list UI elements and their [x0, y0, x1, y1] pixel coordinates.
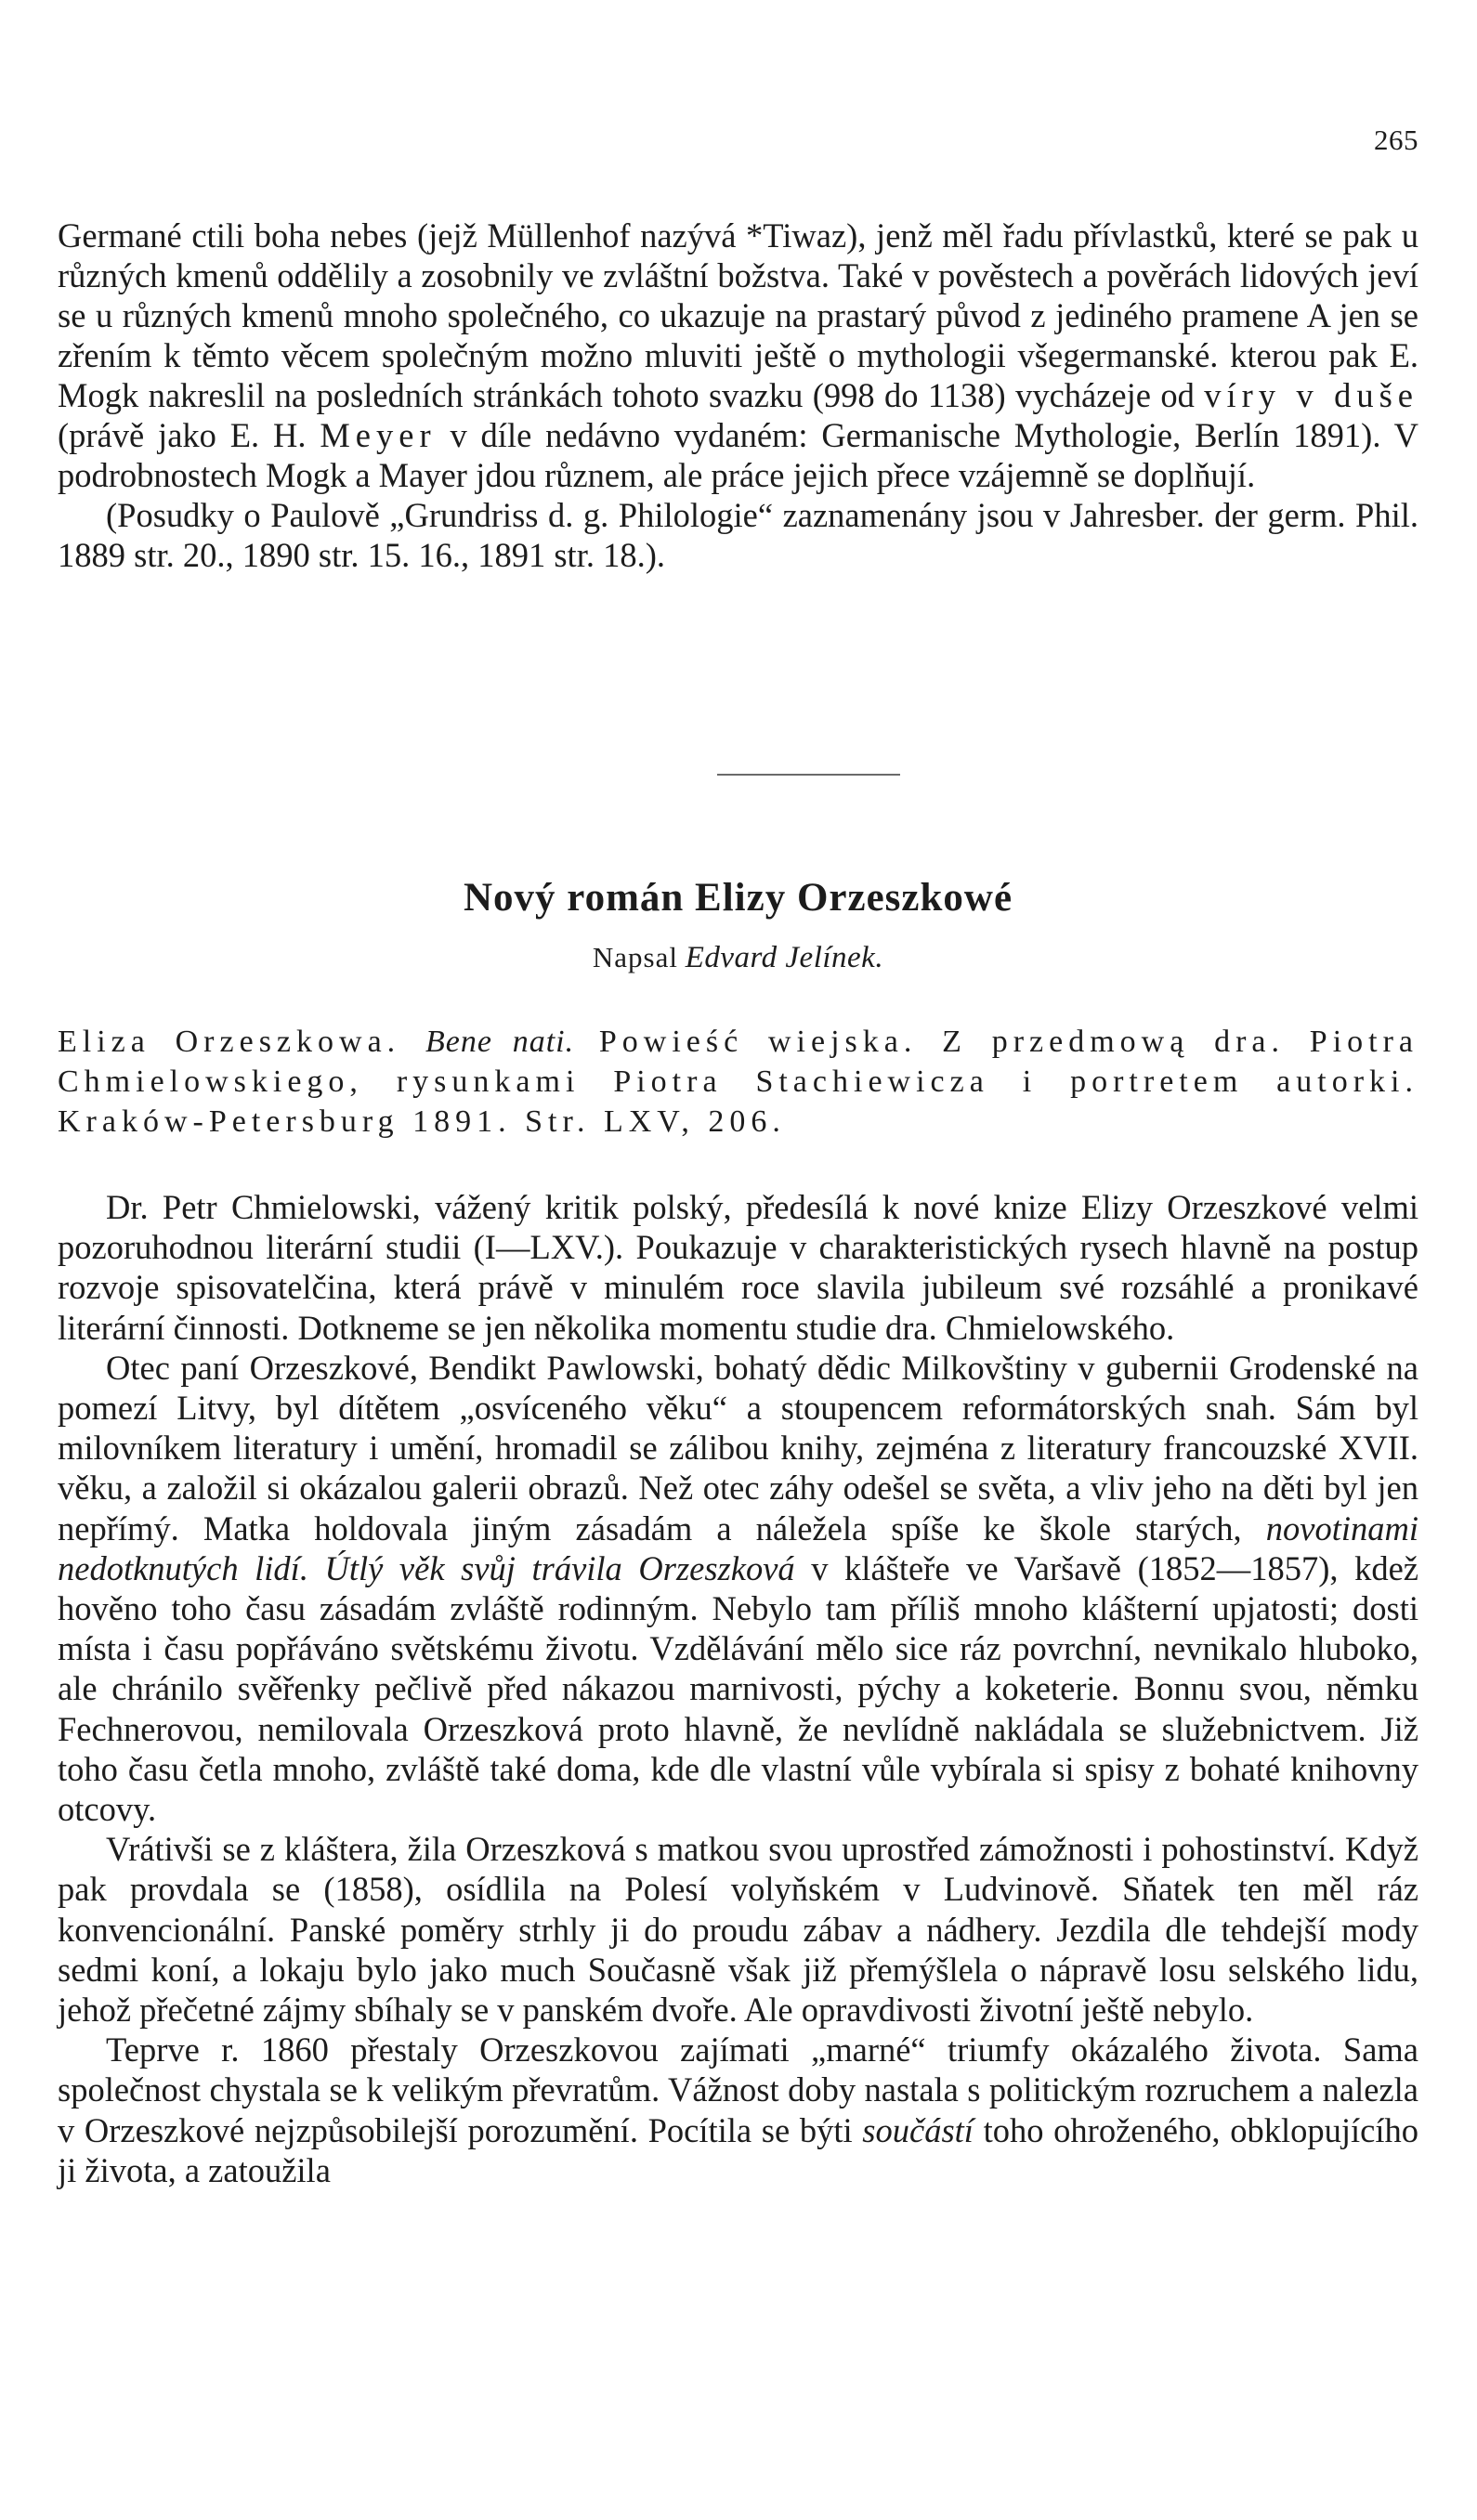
text-run: Teprve r. 1860 přestaly Orzeszkovou zajímati „marné“ triumfy okázalého života. Sama společnost chystala se k velikým převratům. Vážnost doby nastala s politickým rozruchem a nalezla v Orzeszkové nejzpůsobilejší porozumění. Pocítila se býti: [58, 2030, 1418, 2149]
biblio-title: Bene nati.: [425, 1025, 575, 1059]
paragraph: [58, 2030, 1418, 2190]
text-run: Germané ctili boha nebes (jejž Müllenhof nazývá *Tiwaz), jenž měl řadu přívlastků, které se pak u různých kmenů oddělily a zosobnily ve zvláštní božstva. Také v pověstech a pověrách lidových jeví se u různých kmenů mnoho společného, co ukazuje na prastarý původ z jediného pramene A jen se zřením k těmto věcem společným možno mluviti ještě o mythologii všegermanské. kterou pak E. Mogk nakreslil na posledních stránkách tohoto svazku (998 do 1138) vycházeje od: [58, 216, 1418, 414]
author-name: Edvard Jelínek.: [685, 941, 884, 974]
paragraph: Dr. Petr Chmielowski, vážený kritik polský, předesílá k nové knize Elizy Orzeszkové velmi pozoruhodnou literární studii (I—LXV.). Poukazuje v charakteristických rysech hlavně na postup rozvoje spisovatelčina, která právě v minulém roce slavila jubileum své rozsáhlé a pronikavé literární činnosti. Dotkneme se jen několika momentu studie dra. Chmielowského.: [58, 1188, 1418, 1347]
article-body: [58, 1187, 1418, 2190]
text-run: v díle nedávno vydaném: Germanische Mythologie, Berlín 1891). V podrobnostech Mogk a Mayer jdou různem, ale práce jejich přece vzájemně se doplňují.: [58, 416, 1418, 494]
page-number: 265: [1374, 124, 1418, 156]
spaced-emphasis: víry v duše: [1204, 376, 1418, 414]
paragraph: [58, 215, 1418, 495]
page: [58, 0, 1418, 2520]
text-run: toho ohroženého, obklopujícího ji života, a zatoužila: [58, 2110, 1418, 2189]
paragraph: [58, 1348, 1418, 1829]
byline-label: Napsal: [592, 941, 678, 973]
biblio-details: Powieść wiejska. Z przedmową dra. Piotra Chmielowskiego, rysunkami Piotra Stachiewicza i portretem autorki. Kraków-Petersburg 1891. Str. LXV, 206.: [58, 1025, 1418, 1139]
spaced-emphasis: Meyer: [320, 416, 437, 454]
byline: [58, 941, 1418, 975]
paragraph: (Posudky o Paulově „Grundriss d. g. Philologie“ zaznamenány jsou v Jahresber. der germ. Phil. 1889 str. 20., 1890 str. 15. 16., 1891 str. 18.).: [58, 496, 1418, 574]
biblio-author: Eliza Orzeszkowa.: [58, 1025, 425, 1059]
italic-emphasis: součástí: [862, 2110, 974, 2149]
text-run: Otec paní Orzeszkové, Bendikt Pawlowski, bohatý dědic Milkovštiny v gubernii Grodenské na pomezí Litvy, byl dítětem „osvíceného věku“ a stoupencem reformátorských snah. Sám byl milovníkem literatury i umění, hromadil se zálibou knihy, zejména z literatury francouzské XVII. věku, a založil si okázalou galerii obrazů. Než otec záhy odešel se světa, a vliv jeho na děti byl jen nepřímý. Matka holdovala jiným zásadám a náležela spíše ke škole starých,: [58, 1348, 1418, 1547]
text-run: v klášteře ve Varšavě (1852—1857), kdež hověno toho času zásadám zvláště rodinným. Nebylo tam příliš mnoho klášterní upjatosti; dosti místa i času popřáváno světskému životu. Vzdělávání mělo sice ráz povrchní, nevnikalo hluboko, ale chránilo svěřenky pečlivě před nákazou marnivosti, pýchy a koketerie. Bonnu svou, němku Fechnerovou, nemilovala Orzeszková proto hlavně, že nevlídně nakládala se služebnictvem. Již toho času četla mnoho, zvláště také doma, kde dle vlastní vůle vybírala si spisy z bohaté knihovny otcovy.: [58, 1548, 1418, 1829]
previous-article-ending: [58, 215, 1418, 575]
text-run: (právě jako E. H.: [58, 416, 320, 454]
article-title: Nový román Elizy Orzeszkowé: [463, 876, 1013, 920]
paragraph: Vrátivši se z kláštera, žila Orzeszková s matkou svou uprostřed zámožnosti i pohostinství. Když pak provdala se (1858), osídlila na Polesí volyňském v Ludvinově. Sňatek ten měl ráz konvencionální. Panské poměry strhly ji do proudu zábav a nádhery. Jezdila dle tehdejší mody sedmi koní, a lokaju bylo jako much Současně však již přemýšlela o nápravě losu selského lidu, jehož přečetné zájmy sbíhaly se v panském dvoře. Ale opravdivosti životní ještě nebylo.: [58, 1830, 1418, 2030]
section-divider: [717, 774, 900, 776]
italic-emphasis: novotinami nedotknutých lidí. Útlý věk svůj trávila Orzeszková: [58, 1508, 1418, 1587]
bibliographic-entry: [58, 1022, 1418, 1142]
